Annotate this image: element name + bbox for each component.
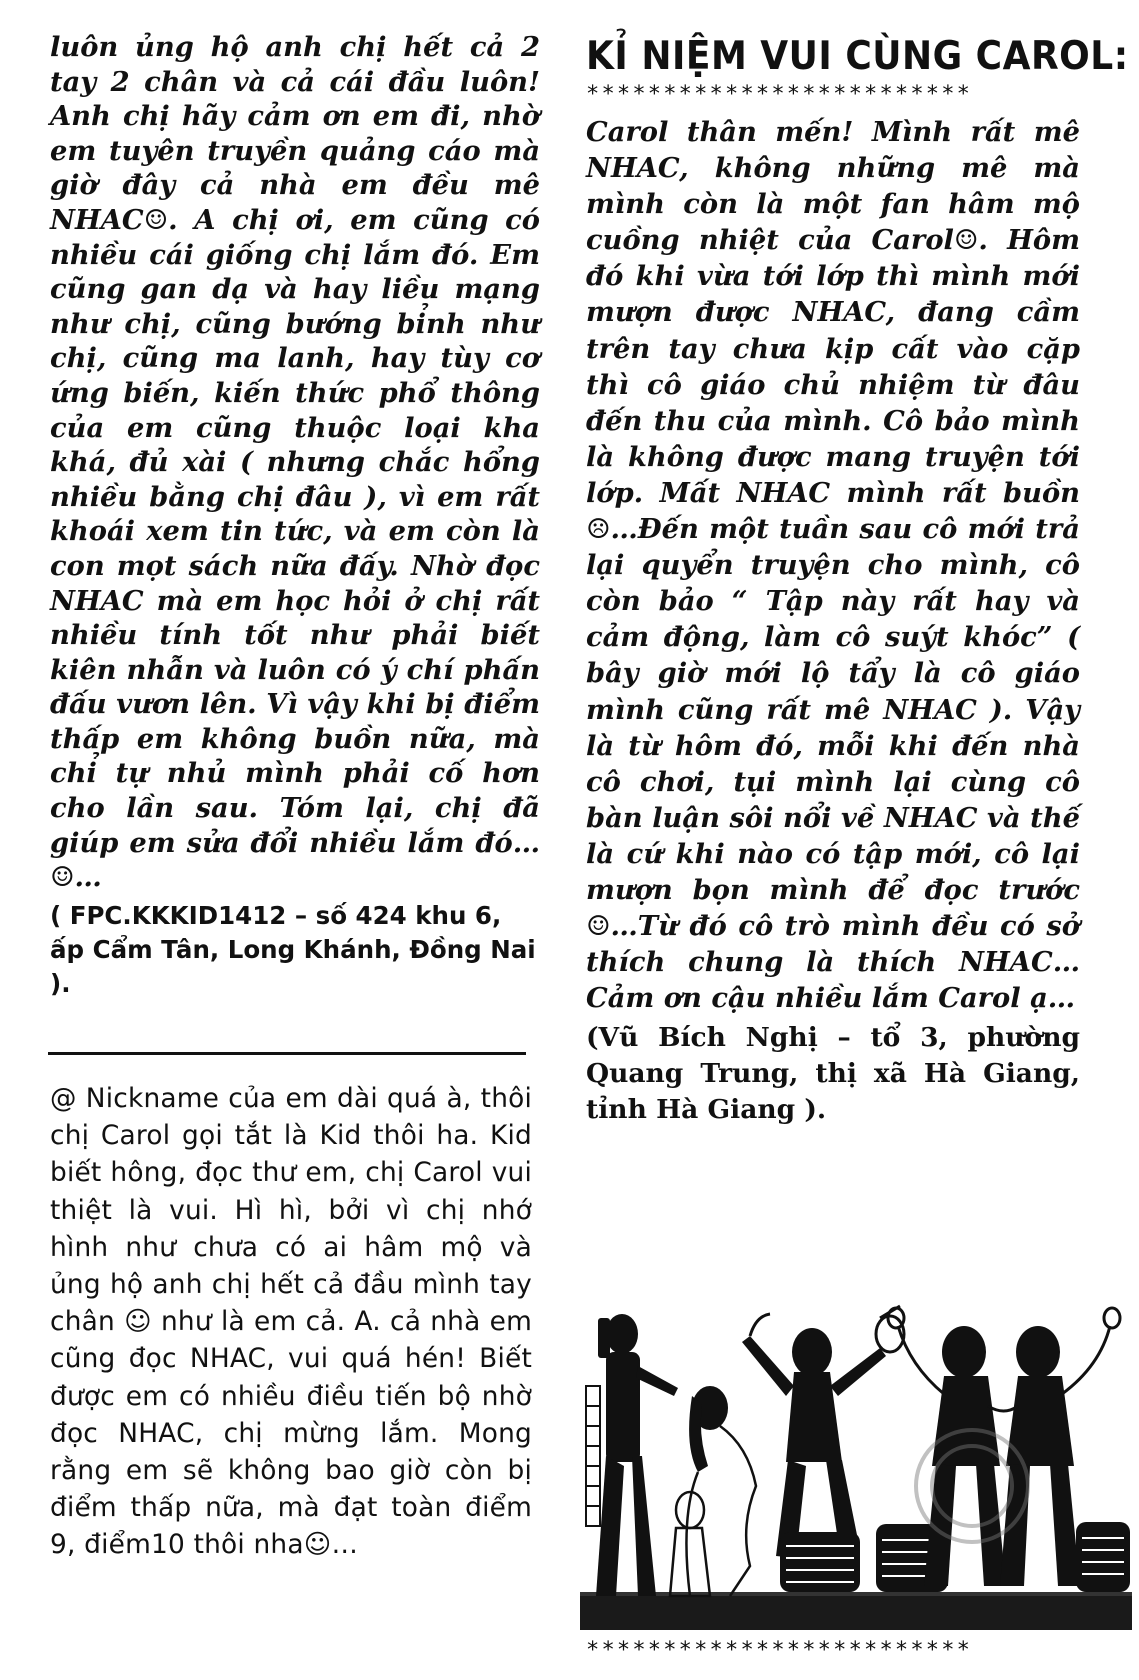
star-divider-bottom: ************************* [586, 1638, 973, 1663]
reader-letter-signature: ( FPC.KKKID1412 – số 424 khu 6, ấp Cẩm Tân, Long Khánh, Đồng Nai ). [50, 900, 536, 998]
editor-reply: @ Nickname của em dài quá à, thôi chị Carol gọi tắt là Kid thôi ha. Kid biết hông, đọc thư em, chị Carol vui thiệt là vui. Hì hì, bởi vì chị nhớ hình như chưa có ai hâm mộ và ủng hộ anh chị hết cả đầu mình tay chân ☺ như là em cả. A. cả nhà em cũng đọc NHAC, vui quá hén! Biết được em có nhiều điều tiến bộ nhờ đọc NHAC, chị mừng lắm. Mong rằng em sẽ không bao giờ còn bị điểm thấp nữa, mà đạt toàn điểm 9, điểm10 thôi nha☺… [50, 1083, 532, 1561]
reader-letter-body: luôn ủng hộ anh chị hết cả 2 tay 2 chân và cả cái đầu luôn! Anh chị hãy cảm ơn em đi, nhờ em tuyên truyền quảng cáo mà giờ đây cả nhà em đều mê NHAC☺. A chị ơi, em cũng có nhiều cái giống chị lắm đó. Em cũng gan dạ và hay liều mạng như chị, cũng bướng bỉnh như chị, cũng ma lanh, hay tùy cơ ứng biến, kiến thức phổ thông của em cũng thuộc loại kha khá, đủ xài ( nhưng chắc hổng nhiều bằng chị đâu ), vì em rất khoái xem tin tức, và em còn là con mọt sách nữa đấy. Nhờ đọc NHAC mà em học hỏi ở chị rất nhiều tính tốt như phải biết kiên nhẫn và luôn có ý chí phấn đấu vươn lên. Vì vậy khi bị điểm thấp em không buồn nữa, mà chỉ tự nhủ mình phải cố hơn cho lần sau. Tóm lại, chị đã giúp em sửa đổi nhiều lắm đó…☺… [50, 31, 540, 894]
left-column [50, 30, 540, 1001]
star-divider-top: ************************* [586, 82, 973, 107]
memory-letter-body: Carol thân mến! Mình rất mê NHAC, không những mê mà mình còn là một fan hâm mộ cuồng nhiệt của Carol☺. Hôm đó khi vừa tới lớp thì mình mới mượn được NHAC, đang cầm trên tay chưa kịp cất vào cặp thì cô giáo chủ nhiệm từ đâu đến thu của mình. Cô bảo mình là không được mang truyện tới lớp. Mất NHAC mình rất buồn☹…Đến một tuần sau cô mới trả lại quyển truyện cho mình, cô còn bảo “ Tập này rất hay và cảm động, làm cô suýt khóc” ( bây giờ mới lộ tẩy là cô giáo mình cũng rất mê NHAC ). Vậy là từ hôm đó, mỗi khi đến nhà cô chơi, tụi mình lại cùng cô bàn luận sôi nổi về NHAC và thế là cứ khi nào có tập mới, cô lại mượn bọn mình để đọc trước☺…Từ đó cô trò mình đều có sở thích chung là thích NHAC…Cảm ơn cậu nhiều lắm Carol ạ… [586, 116, 1080, 1015]
section-divider [48, 1052, 526, 1055]
memory-letter-signature: (Vũ Bích Nghị – tổ 3, phường Quang Trung, thị xã Hà Giang, tỉnh Hà Giang ). [586, 1022, 1080, 1126]
right-column [586, 30, 1129, 1128]
section-heading: KỈ NIỆM VUI CÙNG CAROL: [586, 34, 1129, 79]
egyptian-figures-illustration-icon [580, 1296, 1132, 1630]
